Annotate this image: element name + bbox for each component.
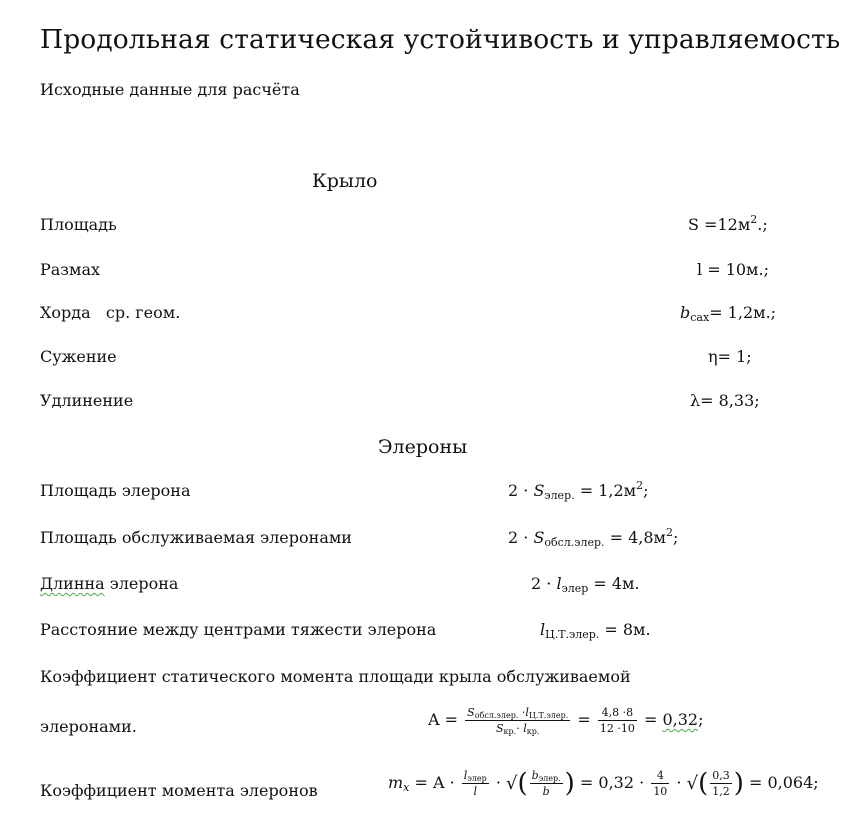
aileron-area-label: Площадь элерона	[40, 481, 191, 500]
coef-static-label-line1: Коэффициент статического момента площади крыла обслуживаемой	[40, 667, 631, 686]
sqrt-symbol: √	[506, 773, 518, 794]
wing-chord-formula: $b_{сах}= 1,2м$.;	[680, 303, 777, 324]
wing-span-formula: l = 10м.;	[697, 260, 769, 279]
wing-aspect-label: Удлинение	[40, 391, 134, 410]
misspelled-word[interactable]: Длинна	[40, 574, 105, 593]
serviced-area-formula: $2 \cdot S_{обсл.элер.} = 4,8м^2$;	[508, 526, 679, 549]
coef-static-label-line2: элеронами.	[40, 717, 137, 736]
cg-distance-formula: $l_{Ц.Т.элер.} = 8м$.	[540, 620, 651, 641]
sqrt-symbol-2: √	[686, 773, 699, 794]
wing-chord-label: Хорда ср. геом.	[40, 303, 181, 322]
fraction-03-12: $\frac{0,3}{1,2}$	[712, 769, 730, 798]
wing-aspect-formula: λ= 8,33;	[690, 391, 760, 410]
cg-distance-label: Расстояние между центрами тяжести элерона	[40, 620, 437, 639]
aileron-area-formula: $2 \cdot S_{элер.} = 1,2м^2$;	[508, 479, 649, 502]
fraction-numeric: $\frac{4,8 \cdot 8}{12 \cdot 10}$	[599, 706, 635, 735]
wing-span-label: Размах	[40, 260, 101, 279]
wing-area-label: Площадь	[40, 215, 117, 234]
fraction-chord-ratio: $\frac{b_{элер.}}{b}$	[531, 769, 561, 798]
wing-taper-formula: η= 1;	[708, 347, 752, 366]
aileron-length-formula: $2 \cdot l_{элер} = 4м$.	[531, 574, 640, 595]
wing-taper-label: Сужение	[40, 347, 117, 366]
aileron-length-label: Длинна элерона	[40, 574, 179, 593]
serviced-area-label: Площадь обслуживаемая элеронами	[40, 528, 352, 547]
fraction-4-10: $\frac{4}{10}$	[653, 769, 668, 798]
wing-area-formula: $S =12м^2$.;	[688, 213, 768, 234]
coef-moment-label: Коэффициент момента элеронов	[40, 781, 318, 800]
coef-moment-formula: $m_x = A$ · $\frac{l_{элер}}{l}$ · √( $\frac{b_{элер.}}{b}$ ) = 0,32 · $\frac{4}{10}$ · √( $\frac{0,3}{1,2}$ ) = 0,064;	[388, 768, 819, 799]
coef-static-result: 0,32	[662, 710, 699, 729]
page-title: Продольная статическая устойчивость и управляемость	[40, 24, 841, 55]
section-heading-wing: Крыло	[312, 170, 378, 192]
fraction-length-ratio: $\frac{l_{элер}}{l}$	[463, 769, 487, 798]
fraction-symbolic: $\frac{S_{обсл.элер.} \cdot l_{Ц.Т.элер.}}{S_{кр.}\cdot l_{кр.}}$	[467, 706, 569, 736]
coef-static-formula: A = $\frac{S_{обсл.элер.} \cdot l_{Ц.Т.элер.}}{S_{кр.}\cdot l_{кр.}}$ = $\frac{4,8 \cdot 8}{12 \cdot 10}$ = 0,32;	[428, 706, 704, 736]
page-subtitle: Исходные данные для расчёта	[40, 80, 300, 99]
section-heading-ailerons: Элероны	[378, 436, 468, 458]
